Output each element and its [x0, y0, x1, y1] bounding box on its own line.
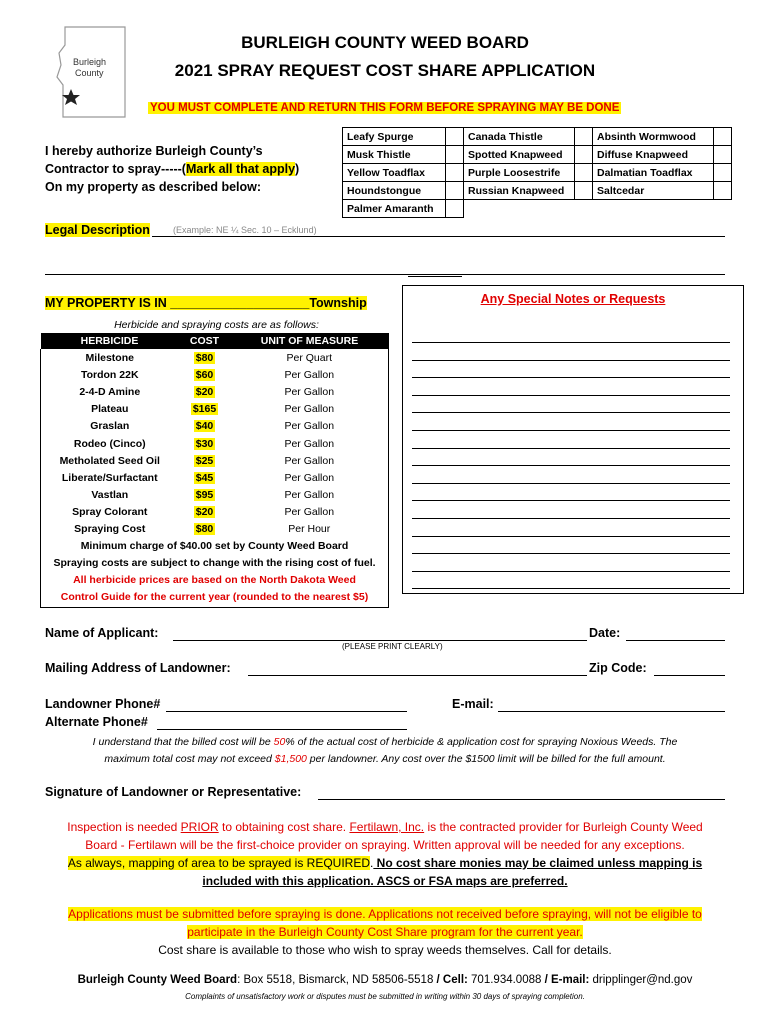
disclaimer-line1 — [40, 734, 730, 751]
herbicide-cost — [179, 487, 231, 504]
cost-disclaimer — [40, 734, 730, 768]
herbicide-cost — [179, 383, 231, 400]
price-note-line1: All herbicide prices are based on the North Dakota Weed — [73, 574, 356, 586]
footer-cell: 701.934.0088 — [467, 974, 545, 986]
authorization-suffix: ) — [295, 162, 300, 176]
notes-line[interactable] — [412, 536, 730, 537]
header-herbicide: HERBICIDE — [41, 333, 179, 349]
notes-line[interactable] — [412, 553, 730, 554]
herbicide-row — [41, 521, 389, 538]
notes-line[interactable] — [412, 588, 730, 589]
herbicide-name: Liberate/Surfactant — [41, 469, 179, 486]
herbicide-cost — [179, 349, 231, 366]
header-unit: UNIT OF MEASURE — [231, 333, 389, 349]
notes-line[interactable] — [412, 430, 730, 431]
table-header-row — [41, 333, 389, 349]
weed-label: Canada Thistle — [464, 128, 575, 146]
herbicide-name: Rodeo (Cinco) — [41, 435, 179, 452]
notes-line[interactable] — [412, 571, 730, 572]
weed-checkbox[interactable] — [446, 200, 464, 218]
logo-text-line1: Burleigh — [73, 57, 107, 67]
applicant-name-label: Name of Applicant: — [45, 626, 159, 640]
inspection-provider: Fertilawn, Inc. — [349, 820, 425, 834]
weed-checkbox[interactable] — [446, 128, 464, 146]
footer-cell-label: / Cell: — [436, 974, 468, 986]
property-suffix: Township — [309, 296, 367, 310]
notes-line[interactable] — [412, 360, 730, 361]
herbicide-cost-value: $80 — [195, 351, 214, 364]
empty-cell — [464, 200, 732, 218]
inspection-line3 — [40, 854, 730, 872]
authorization-prefix: Contractor to spray-----( — [45, 162, 186, 176]
weed-label: Absinth Wormwood — [593, 128, 714, 146]
title-line1: BURLEIGH COUNTY WEED BOARD — [241, 33, 529, 52]
herbicide-cost-value: $40 — [195, 420, 214, 433]
min-charge: Minimum charge of $40.00 set by County Weed Board — [80, 540, 349, 552]
herbicide-name: Spraying Cost — [41, 521, 179, 538]
herbicide-row — [41, 418, 389, 435]
disclaimer-percent: 50 — [273, 736, 286, 748]
herbicide-cost-value: $165 — [192, 403, 217, 416]
footer-email: dripplinger@nd.gov — [589, 974, 693, 986]
herbicide-row — [41, 383, 389, 400]
herbicide-unit: Per Gallon — [231, 401, 389, 418]
weed-checkbox[interactable] — [714, 146, 732, 164]
inspection-prior: PRIOR — [180, 820, 219, 834]
footer-email-label: / E-mail: — [544, 974, 590, 986]
herbicide-cost — [179, 366, 231, 383]
print-hint: (PLEASE PRINT CLEARLY) — [342, 642, 443, 651]
inspection-text: . — [370, 856, 374, 870]
zip-label: Zip Code: — [589, 661, 647, 675]
herbicide-name: Graslan — [41, 418, 179, 435]
herbicide-unit: Per Gallon — [231, 418, 389, 435]
herbicide-row — [41, 435, 389, 452]
herbicide-unit: Per Gallon — [231, 504, 389, 521]
herbicide-unit: Per Hour — [231, 521, 389, 538]
herbicide-row — [41, 349, 389, 366]
inspection-text: Inspection is needed — [67, 820, 181, 834]
property-township — [45, 296, 367, 310]
herbicide-unit: Per Gallon — [231, 452, 389, 469]
legal-description-field[interactable] — [152, 236, 725, 237]
applications-paragraph — [40, 905, 730, 959]
herbicide-unit: Per Gallon — [231, 383, 389, 400]
herbicide-cost — [179, 452, 231, 469]
zip-field[interactable] — [654, 675, 725, 676]
disclaimer-line2 — [40, 751, 730, 768]
herbicide-cost-value: $60 — [195, 368, 214, 381]
herbicide-cost — [179, 401, 231, 418]
title-line2: 2021 SPRAY REQUEST COST SHARE APPLICATION — [174, 61, 596, 80]
herbicide-row — [41, 504, 389, 521]
special-notes-box[interactable] — [402, 285, 744, 594]
herbicide-unit: Per Gallon — [231, 487, 389, 504]
weed-row — [343, 200, 732, 218]
herbicide-cost-value: $20 — [195, 506, 214, 519]
notes-title: Any Special Notes or Requests — [480, 292, 666, 306]
herbicide-name: Milestone — [41, 349, 179, 366]
alt-phone-field[interactable] — [157, 729, 407, 730]
herbicide-unit: Per Gallon — [231, 435, 389, 452]
township-field[interactable]: ____________________ — [170, 296, 310, 310]
herbicide-name: Tordon 22K — [41, 366, 179, 383]
warning-banner: YOU MUST COMPLETE AND RETURN THIS FORM BEFORE SPRAYING MAY BE DONE — [150, 102, 620, 114]
weed-checkbox[interactable] — [714, 128, 732, 146]
disclaimer-text: per landowner. Any cost over the $1500 limit will be billed for the full amount. — [306, 753, 666, 765]
disclaimer-text: % of the actual cost of herbicide & application cost for spraying Noxious Weeds. The — [285, 736, 678, 748]
inspection-line2: Board - Fertilawn will be the first-choice provider on spraying. Written approval will be needed for any exceptions. — [85, 838, 685, 852]
notes-line[interactable] — [412, 377, 730, 378]
weed-checkbox[interactable] — [714, 182, 732, 200]
footer-org: Burleigh County Weed Board — [77, 974, 238, 986]
address-field[interactable] — [248, 675, 587, 676]
fuel-note: Spraying costs are subject to change with the rising cost of fuel. — [53, 557, 376, 569]
authorization-line2 — [45, 160, 299, 178]
weed-label: Musk Thistle — [343, 146, 446, 164]
weed-label: Purple Loosestrife — [464, 164, 575, 182]
weed-checkbox[interactable] — [575, 182, 593, 200]
weed-row — [343, 164, 732, 182]
email-field[interactable] — [498, 711, 725, 712]
cost-intro: Herbicide and spraying costs are as follows: — [114, 319, 319, 331]
weed-checkbox[interactable] — [575, 128, 593, 146]
notes-line[interactable] — [412, 518, 730, 519]
footer-contact — [0, 974, 770, 986]
herbicide-name: Metholated Seed Oil — [41, 452, 179, 469]
herbicide-cost-value: $95 — [195, 489, 214, 502]
weed-checkbox[interactable] — [575, 164, 593, 182]
herbicide-name: Plateau — [41, 401, 179, 418]
applications-text: Applications must be submitted before spraying is done. Applications not received before spraying, will not be eligible to — [68, 907, 702, 921]
notes-line[interactable] — [412, 500, 730, 501]
herbicide-cost-value: $20 — [195, 385, 214, 398]
authorization-text — [45, 142, 299, 196]
herbicide-rows — [41, 349, 389, 538]
weed-checkbox[interactable] — [714, 164, 732, 182]
weed-label: Houndstongue — [343, 182, 446, 200]
legal-label-text: Legal Description — [45, 223, 150, 237]
herbicide-name: Vastlan — [41, 487, 179, 504]
applicant-name-field[interactable] — [173, 640, 587, 641]
authorization-line3: On my property as described below: — [45, 180, 262, 194]
weed-label: Spotted Knapweed — [464, 146, 575, 164]
herbicide-row — [41, 401, 389, 418]
alt-phone-label: Alternate Phone# — [45, 715, 148, 729]
applications-text: participate in the Burleigh County Cost Share program for the current year. — [187, 925, 583, 939]
notes-line[interactable] — [412, 483, 730, 484]
weed-label: Yellow Toadflax — [343, 164, 446, 182]
weed-row — [343, 128, 732, 146]
mapping-note: No cost share monies may be claimed unless mapping is — [373, 856, 703, 870]
notes-line[interactable] — [412, 412, 730, 413]
legal-description-field-3[interactable] — [408, 276, 462, 277]
disclaimer-max: $1,500 — [274, 753, 307, 765]
weed-label: Saltcedar — [593, 182, 714, 200]
complaint-note: Complaints of unsatisfactory work or disputes must be submitted in writing within 30 days of spraying completion. — [185, 992, 585, 1001]
price-note-line2: Control Guide for the current year (rounded to the nearest $5) — [60, 591, 369, 603]
mapping-required: As always, mapping of area to be sprayed is REQUIRED — [67, 856, 370, 870]
weed-label: Palmer Amaranth — [343, 200, 446, 218]
weed-checkbox[interactable] — [446, 164, 464, 182]
inspection-text: is the contracted provider for Burleigh County Weed — [424, 820, 703, 834]
herbicide-cost-value: $45 — [195, 471, 214, 484]
notes-line[interactable] — [412, 395, 730, 396]
property-prefix: MY PROPERTY IS IN — [45, 296, 167, 310]
disclaimer-text: maximum total cost may not exceed — [104, 753, 275, 765]
herbicide-table-footer — [40, 538, 389, 608]
herbicide-cost-value: $25 — [195, 454, 214, 467]
herbicide-cost — [179, 504, 231, 521]
herbicide-cost-value: $80 — [195, 523, 214, 536]
applications-line3: Cost share is available to those who wish to spray weeds themselves. Call for details. — [158, 943, 612, 957]
signature-label: Signature of Landowner or Representative: — [45, 785, 302, 799]
footer-address: : Box 5518, Bismarck, ND 58506-5518 — [237, 974, 437, 986]
herbicide-unit: Per Quart — [231, 349, 389, 366]
disclaimer-text: I understand that the billed cost will be — [92, 736, 274, 748]
authorization-highlight: Mark all that apply — [185, 162, 296, 176]
herbicide-row — [41, 487, 389, 504]
address-label: Mailing Address of Landowner: — [45, 661, 231, 675]
applications-line1 — [40, 905, 730, 923]
date-field[interactable] — [626, 640, 725, 641]
herbicide-cost-value: $30 — [195, 437, 214, 450]
weed-checkbox[interactable] — [446, 182, 464, 200]
header-cost: COST — [179, 333, 231, 349]
phone-label: Landowner Phone# — [45, 697, 161, 711]
weed-row — [343, 146, 732, 164]
herbicide-row — [41, 452, 389, 469]
inspection-line1 — [40, 818, 730, 836]
herbicide-name: Spray Colorant — [41, 504, 179, 521]
signature-field[interactable] — [318, 799, 725, 800]
herbicide-cost — [179, 469, 231, 486]
herbicide-unit: Per Gallon — [231, 366, 389, 383]
notes-line[interactable] — [412, 342, 730, 343]
inspection-text: to obtaining cost share. — [218, 820, 350, 834]
weed-label: Diffuse Knapweed — [593, 146, 714, 164]
legal-example: (Example: NE ¼ Sec. 10 – Ecklund) — [173, 225, 317, 235]
herbicide-cost — [179, 521, 231, 538]
herbicide-name: 2-4-D Amine — [41, 383, 179, 400]
legal-description-label — [45, 223, 150, 237]
herbicide-cost — [179, 435, 231, 452]
weed-row — [343, 182, 732, 200]
weed-checkbox[interactable] — [575, 146, 593, 164]
email-label: E-mail: — [452, 697, 494, 711]
notes-line[interactable] — [412, 465, 730, 466]
weed-label: Leafy Spurge — [343, 128, 446, 146]
date-label: Date: — [589, 626, 621, 640]
weed-checklist — [342, 127, 732, 218]
applications-line2 — [40, 923, 730, 941]
weed-checkbox[interactable] — [446, 146, 464, 164]
weed-label: Russian Knapweed — [464, 182, 575, 200]
notes-line[interactable] — [412, 448, 730, 449]
herbicide-row — [41, 469, 389, 486]
authorization-line1: I hereby authorize Burleigh County’s — [45, 144, 263, 158]
property-township-text — [45, 296, 367, 310]
inspection-line4: included with this application. ASCS or FSA maps are preferred. — [202, 874, 568, 888]
weed-label: Dalmatian Toadflax — [593, 164, 714, 182]
phone-field[interactable] — [166, 711, 407, 712]
herbicide-cost — [179, 418, 231, 435]
herbicide-cost-table — [40, 333, 389, 538]
logo-text-line2: County — [75, 68, 104, 78]
herbicide-unit: Per Gallon — [231, 469, 389, 486]
legal-description-field-2[interactable] — [45, 274, 725, 275]
inspection-paragraph — [40, 818, 730, 890]
herbicide-row — [41, 366, 389, 383]
